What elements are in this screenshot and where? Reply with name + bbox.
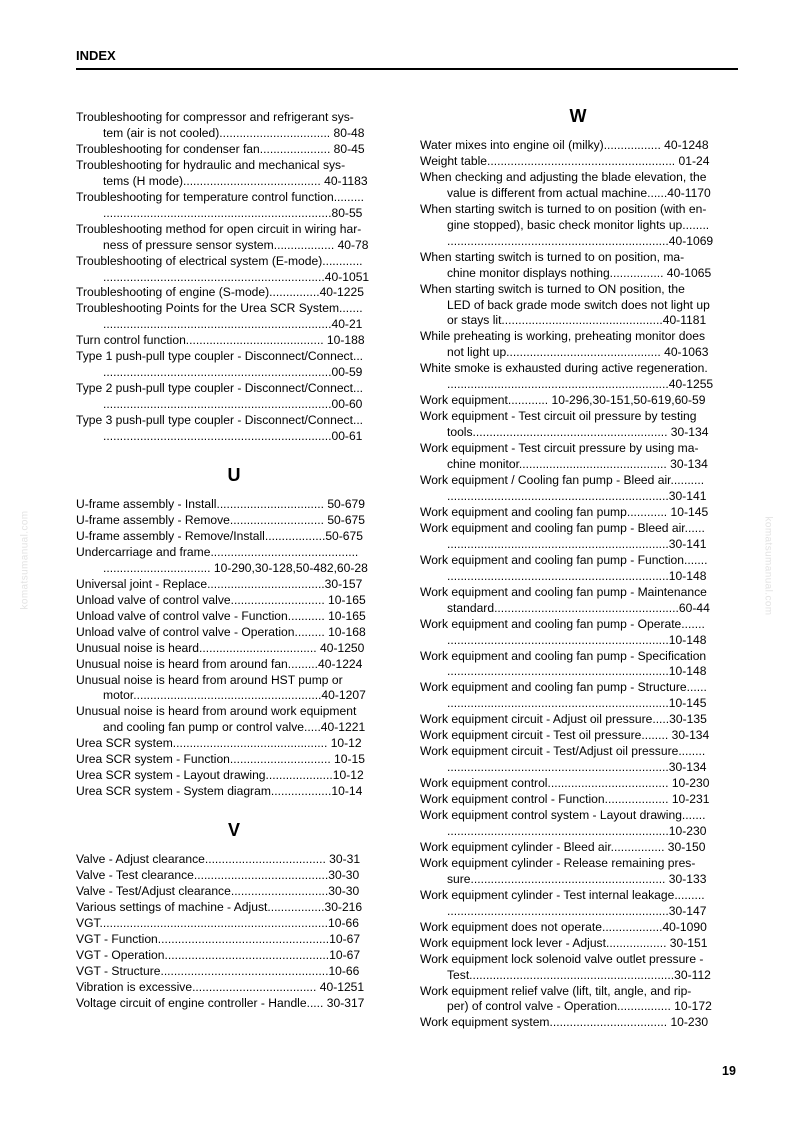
index-entry-text: Urea SCR system - Layout drawing....................10-12 <box>76 768 364 783</box>
index-entry-text: Work equipment lock solenoid valve outlet pressure - <box>420 951 704 966</box>
index-entry-continuation: tems (H mode)......................................... 40-1183 <box>103 173 368 188</box>
index-entry <box>420 282 736 330</box>
index-entry-text: Valve - Adjust clearance.................................... 30-31 <box>76 852 361 867</box>
index-entry-text: Work equipment control - Function................... 10-231 <box>420 792 710 807</box>
index-entry-text: VGT - Structure..................................................10-66 <box>76 963 360 978</box>
index-entry <box>76 852 392 868</box>
index-entry-text: Work equipment and cooling fan pump - Function....... <box>420 552 708 567</box>
index-entry-text: Troubleshooting for hydraulic and mechanical sys- <box>76 157 346 172</box>
index-entry <box>420 521 736 553</box>
index-entry <box>76 349 392 381</box>
index-entry-continuation: ....................................................................40-21 <box>103 317 363 332</box>
index-entry <box>420 250 736 282</box>
page-number: 19 <box>722 1064 736 1078</box>
index-entry-continuation: chine monitor............................................ 30-134 <box>447 457 708 472</box>
index-entry <box>76 301 392 333</box>
index-entry-continuation: ..................................................................10-148 <box>447 568 707 583</box>
index-entry-continuation: or stays lit................................................40-1181 <box>447 313 707 328</box>
index-entry <box>76 142 392 158</box>
index-entry-text: Water mixes into engine oil (milky)................. 40-1248 <box>420 138 709 152</box>
index-entry <box>76 980 392 996</box>
index-entry <box>76 916 392 932</box>
index-entry <box>76 413 392 445</box>
index-column-right <box>420 106 736 1031</box>
index-entry-text: Work equipment system................................... 10-230 <box>420 1015 709 1030</box>
index-entry <box>76 900 392 916</box>
index-entry-text: Urea SCR system.............................................. 10-12 <box>76 736 362 751</box>
index-entry-text: Troubleshooting of electrical system (E-mode)............ <box>76 253 363 268</box>
index-entry-continuation: per) of control valve - Operation................ 10-172 <box>447 999 712 1014</box>
index-entry-text: Work equipment does not operate..................40-1090 <box>420 919 707 934</box>
index-entry <box>420 680 736 712</box>
index-entry <box>76 497 392 513</box>
index-letter-heading: V <box>227 820 240 841</box>
index-entry-text: Unload valve of control valve - Function........... 10-165 <box>76 608 366 623</box>
index-entry-text: Type 1 push-pull type coupler - Disconnect/Connect... <box>76 349 364 364</box>
index-entry <box>76 333 392 349</box>
index-entry-text: While preheating is working, preheating monitor does <box>420 329 706 344</box>
index-entry-text: Unload valve of control valve............................ 10-165 <box>76 592 366 607</box>
index-entry <box>76 884 392 900</box>
index-entry <box>76 110 392 142</box>
index-entry <box>76 964 392 980</box>
index-entry-text: Work equipment - Test circuit oil pressure by testing <box>420 409 697 424</box>
index-entry-text: Various settings of machine - Adjust.................30-216 <box>76 899 363 914</box>
index-entry <box>420 888 736 920</box>
index-entry-text: Work equipment / Cooling fan pump - Bleed air.......... <box>420 473 705 488</box>
index-entry-text: Work equipment control system - Layout drawing....... <box>420 808 706 823</box>
index-entry <box>420 441 736 473</box>
index-entry-text: Unusual noise is heard................................... 40-1250 <box>76 640 365 655</box>
watermark-left: komatsumanual.com <box>19 510 31 610</box>
index-entry <box>76 641 392 657</box>
index-entry-text: Work equipment and cooling fan pump - Bleed air...... <box>420 520 705 535</box>
index-entry <box>76 932 392 948</box>
index-entry-text: Work equipment circuit - Test oil pressure........ 30-134 <box>420 728 710 743</box>
index-entry-continuation: gine stopped), basic check monitor lights up........ <box>447 217 710 232</box>
section-gap <box>76 840 392 852</box>
index-entry-continuation: motor........................................................40-1207 <box>103 688 366 703</box>
index-entry-continuation: and cooling fan pump or control valve.....40-1221 <box>103 720 366 735</box>
index-entry-text: U-frame assembly - Remove/Install..................50-675 <box>76 528 363 543</box>
index-entry-continuation: ..................................................................30-141 <box>447 488 707 503</box>
index-entry-text: Unusual noise is heard from around HST pump or <box>76 672 343 687</box>
index-entry-text: Troubleshooting for temperature control function......... <box>76 189 364 204</box>
index-entry-continuation: ness of pressure sensor system.................. 40-78 <box>103 237 369 252</box>
index-entry <box>420 808 736 840</box>
index-entry <box>420 936 736 952</box>
index-entry-text: VGT....................................................................10-66 <box>76 915 359 930</box>
index-entry <box>420 952 736 984</box>
index-entry-continuation: ....................................................................80-55 <box>103 205 363 220</box>
index-entry <box>420 1015 736 1031</box>
index-entry-text: Work equipment relief valve (lift, tilt, angle, and rip- <box>420 983 692 998</box>
index-entry <box>420 473 736 505</box>
index-entry <box>420 393 736 409</box>
index-entry-continuation: ..................................................................10-148 <box>447 632 707 647</box>
index-entry-text: When checking and adjusting the blade elevation, the <box>420 169 707 184</box>
index-entry <box>76 768 392 784</box>
index-entry <box>420 649 736 681</box>
index-entry <box>76 868 392 884</box>
index-entry-continuation: ....................................................................00-59 <box>103 365 363 380</box>
index-entry-continuation: ..................................................................40-1255 <box>447 377 714 392</box>
index-entry-text: When starting switch is turned to on position (with en- <box>420 201 707 216</box>
index-entry-text: Vibration is excessive..................................... 40-1251 <box>76 979 365 994</box>
index-entry-text: Voltage circuit of engine controller - Handle..... 30-317 <box>76 995 365 1010</box>
section-gap <box>76 485 392 497</box>
index-entry <box>76 625 392 641</box>
index-entry-text: Undercarriage and frame............................................ <box>76 544 359 559</box>
index-entry <box>420 776 736 792</box>
index-entry-text: Unusual noise is heard from around fan.........40-1224 <box>76 656 363 671</box>
index-entry-continuation: chine monitor displays nothing................ 40-1065 <box>447 265 712 280</box>
index-letter-heading: U <box>227 465 241 486</box>
index-entry-text: Unusual noise is heard from around work equipment <box>76 704 357 719</box>
index-entry <box>420 728 736 744</box>
page-header-title: INDEX <box>76 48 116 63</box>
index-entry-continuation: tem (air is not cooled)................................. 80-48 <box>103 125 365 140</box>
index-entry <box>76 996 392 1012</box>
index-entry <box>420 856 736 888</box>
index-entry <box>420 154 736 170</box>
index-entry <box>420 409 736 441</box>
index-entry <box>420 138 736 154</box>
index-entry <box>420 744 736 776</box>
index-entry-continuation: ..................................................................40-1051 <box>103 269 370 284</box>
index-entry <box>76 609 392 625</box>
index-entry-continuation: ..................................................................10-148 <box>447 664 707 679</box>
index-entry-text: Weight table........................................................ 01-24 <box>420 153 710 168</box>
header-rule <box>76 68 738 70</box>
index-entry <box>76 784 392 800</box>
index-entry <box>76 736 392 752</box>
index-entry-text: Urea SCR system - System diagram..................10-14 <box>76 784 363 799</box>
index-entry <box>76 285 392 301</box>
index-entry-continuation: sure.......................................................... 30-133 <box>447 871 707 886</box>
index-entry-text: Type 2 push-pull type coupler - Disconnect/Connect... <box>76 381 364 396</box>
index-entry-text: Work equipment and cooling fan pump - Structure...... <box>420 680 707 695</box>
index-entry-continuation: ....................................................................00-61 <box>103 429 363 444</box>
index-entry <box>420 617 736 649</box>
index-entry-continuation: ..................................................................30-134 <box>447 760 707 775</box>
index-entry-text: When starting switch is turned to on position, ma- <box>420 249 685 264</box>
index-entry <box>420 984 736 1016</box>
index-entry <box>76 381 392 413</box>
index-entry-text: When starting switch is turned to ON position, the <box>420 281 685 296</box>
index-entry-continuation: ..................................................................30-147 <box>447 903 707 918</box>
index-entry-text: VGT - Operation.................................................10-67 <box>76 947 361 962</box>
index-entry-text: Work equipment and cooling fan pump - Operate....... <box>420 616 705 631</box>
section-gap <box>76 445 392 465</box>
index-entry-continuation: Test.............................................................30-112 <box>447 967 711 982</box>
index-entry <box>420 840 736 856</box>
index-entry-text: Work equipment control.................................... 10-230 <box>420 776 710 791</box>
index-entry-text: Work equipment cylinder - Bleed air................ 30-150 <box>420 839 706 854</box>
index-entry-continuation: ..................................................................10-230 <box>447 823 707 838</box>
index-entry-continuation: LED of back grade mode switch does not light up <box>447 297 710 312</box>
index-entry <box>76 254 392 286</box>
index-entry-continuation: tools.......................................................... 30-134 <box>447 425 709 440</box>
index-entry <box>76 577 392 593</box>
index-column-left <box>76 110 392 1012</box>
index-entry <box>76 593 392 609</box>
index-entry-text: White smoke is exhausted during active regeneration. <box>420 361 708 376</box>
index-entry-text: Work equipment and cooling fan pump - Specification <box>420 648 707 663</box>
index-entry-text: Valve - Test clearance........................................30-30 <box>76 868 360 883</box>
index-entry <box>76 673 392 705</box>
index-entry-text: Turn control function......................................... 10-188 <box>76 333 365 348</box>
index-entry-text: Work equipment and cooling fan pump............ 10-145 <box>420 504 709 519</box>
index-entry-text: Type 3 push-pull type coupler - Disconnect/Connect... <box>76 413 364 428</box>
index-entry-text: Troubleshooting for compressor and refrigerant sys- <box>76 110 354 124</box>
index-entry <box>76 158 392 190</box>
index-entry-text: Troubleshooting for condenser fan..................... 80-45 <box>76 141 365 156</box>
index-entry-continuation: ..................................................................10-145 <box>447 696 707 711</box>
index-entry <box>420 920 736 936</box>
index-entry-continuation: ..................................................................30-141 <box>447 536 707 551</box>
index-entry-text: Work equipment and cooling fan pump - Maintenance <box>420 584 707 599</box>
index-entry-text: Valve - Test/Adjust clearance.............................30-30 <box>76 884 360 899</box>
index-entry-text: U-frame assembly - Remove............................ 50-675 <box>76 512 365 527</box>
index-entry-text: Urea SCR system - Function.............................. 10-15 <box>76 752 365 767</box>
index-entry-text: Work equipment - Test circuit pressure by using ma- <box>420 441 699 456</box>
index-entry-text: Work equipment lock lever - Adjust.................. 30-151 <box>420 935 708 950</box>
index-entry-continuation: not light up.............................................. 40-1063 <box>447 345 709 360</box>
section-gap <box>420 126 736 138</box>
index-entry <box>76 545 392 577</box>
index-entry-continuation: ....................................................................00-60 <box>103 397 363 412</box>
index-entry <box>76 513 392 529</box>
index-entry <box>420 585 736 617</box>
index-entry <box>420 202 736 250</box>
index-entry <box>76 657 392 673</box>
index-entry-text: Universal joint - Replace...................................30-157 <box>76 576 363 591</box>
index-entry-text: Troubleshooting of engine (S-mode)...............40-1225 <box>76 285 364 300</box>
index-entry-continuation: ..................................................................40-1069 <box>447 233 714 248</box>
index-entry <box>76 529 392 545</box>
index-entry <box>76 948 392 964</box>
index-entry <box>76 704 392 736</box>
index-entry <box>76 752 392 768</box>
index-entry-text: Troubleshooting method for open circuit in wiring har- <box>76 221 362 236</box>
index-letter-heading: W <box>569 106 587 126</box>
index-entry-continuation: value is different from actual machine......40-1170 <box>447 185 711 200</box>
index-entry <box>76 190 392 222</box>
index-entry-text: Troubleshooting Points for the Urea SCR System....... <box>76 301 363 316</box>
index-entry <box>76 222 392 254</box>
index-entry-continuation: standard.......................................................60-44 <box>447 600 710 615</box>
index-entry-text: Work equipment cylinder - Test internal leakage......... <box>420 887 705 902</box>
index-entry-text: Work equipment cylinder - Release remaining pres- <box>420 855 696 870</box>
section-gap <box>76 800 392 820</box>
index-entry <box>420 329 736 361</box>
watermark-right: komatsumanual.com <box>762 516 774 616</box>
index-entry-text: VGT - Function...................................................10-67 <box>76 931 361 946</box>
index-entry <box>420 712 736 728</box>
index-entry <box>420 361 736 393</box>
index-entry-continuation: ................................ 10-290,30-128,50-482,60-28 <box>103 560 368 575</box>
index-entry-text: Unload valve of control valve - Operation......... 10-168 <box>76 624 366 639</box>
index-entry-text: Work equipment............ 10-296,30-151,50-619,60-59 <box>420 393 706 408</box>
index-entry <box>420 792 736 808</box>
index-entry-text: U-frame assembly - Install................................ 50-679 <box>76 497 365 512</box>
index-entry-text: Work equipment circuit - Test/Adjust oil pressure........ <box>420 744 706 759</box>
index-entry <box>420 553 736 585</box>
index-entry-text: Work equipment circuit - Adjust oil pressure.....30-135 <box>420 712 707 727</box>
index-entry <box>420 505 736 521</box>
index-entry <box>420 170 736 202</box>
